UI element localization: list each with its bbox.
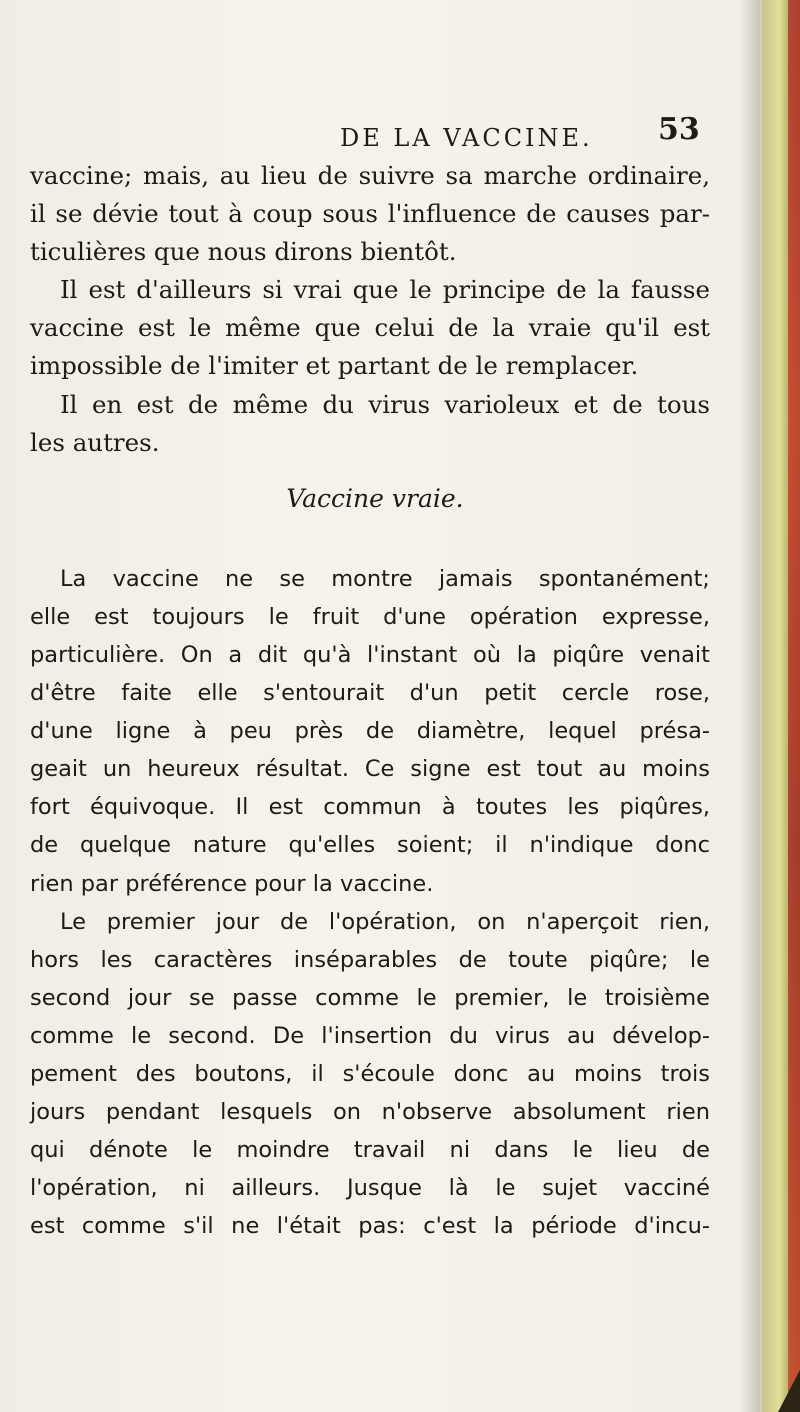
text-line: vaccine est le même que celui de la vraie qu'il est: [30, 313, 710, 343]
text-line: jours pendant lesquels on n'observe absolument rien: [30, 1099, 710, 1126]
text-line: elle est toujours le fruit d'une opération expresse,: [30, 603, 710, 630]
text-line: fort équivoque. Il est commun à toutes les piqûres,: [30, 794, 710, 821]
text-line: comme le second. De l'insertion du virus au dévelop-: [30, 1022, 710, 1049]
text-line: Il en est de même du virus varioleux et de tous: [60, 389, 710, 419]
text-line: Il est d'ailleurs si vrai que le principe de la fausse: [60, 275, 710, 305]
body-text: [30, 157, 710, 1245]
page-gutter-shadow: [740, 0, 762, 1412]
text-line: Le premier jour de l'opération, on n'aperçoit rien,: [60, 908, 710, 935]
text-line: second jour se passe comme le premier, le troisième: [30, 984, 710, 1011]
text-line: qui dénote le moindre travail ni dans le lieu de: [30, 1137, 710, 1164]
running-header: DE LA VACCINE.: [340, 124, 593, 152]
text-line: impossible de l'imiter et partant de le remplacer.: [30, 351, 639, 381]
text-line: les autres.: [30, 427, 160, 457]
text-line: vaccine; mais, au lieu de suivre sa marche ordinaire,: [30, 161, 710, 190]
text-line: La vaccine ne se montre jamais spontanément;: [60, 565, 710, 592]
text-line: ticulières que nous dirons bientôt.: [30, 237, 457, 267]
book-spine-stripe: [788, 0, 800, 1412]
text-line: pement des boutons, il s'écoule donc au moins trois: [30, 1060, 710, 1087]
text-line: particulière. On a dit qu'à l'instant où la piqûre venait: [30, 641, 710, 668]
section-subtitle: Vaccine vraie.: [286, 483, 464, 513]
text-line: rien par préférence pour la vaccine.: [30, 870, 434, 897]
text-line: hors les caractères inséparables de toute piqûre; le: [30, 946, 710, 973]
page-number: 53: [658, 112, 700, 147]
text-line: d'une ligne à peu près de diamètre, lequel présa-: [30, 718, 710, 745]
text-line: l'opération, ni ailleurs. Jusque là le sujet vacciné: [30, 1175, 710, 1202]
text-line: d'être faite elle s'entourait d'un petit cercle rose,: [30, 680, 710, 707]
text-line: il se dévie tout à coup sous l'influence de causes par-: [30, 199, 710, 229]
text-line: de quelque nature qu'elles soient; il n'indique donc: [30, 832, 710, 859]
text-line: est comme s'il ne l'était pas: c'est la période d'incu-: [30, 1213, 710, 1240]
text-line: geait un heureux résultat. Ce signe est tout au moins: [30, 756, 710, 783]
